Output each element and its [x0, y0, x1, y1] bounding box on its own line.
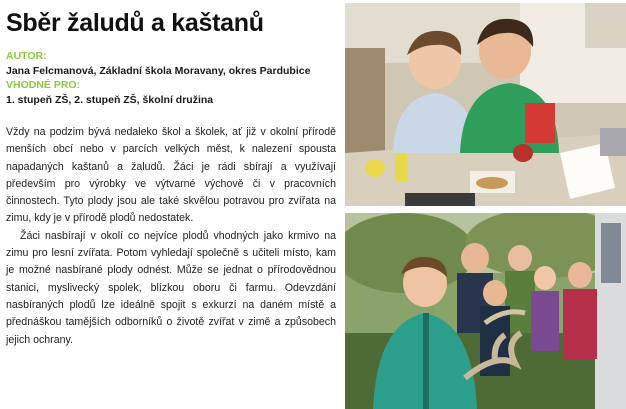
- paragraph-1: Vždy na podzim bývá nedaleko škol a školek, ať již v okolní přírodě menších obcí nebo v parcích velkých měst, k nalezení spousta napadaných kaštanů a žaludů. Žáci je rádi sbírají a využívají především pro výrobky ve výtvarné výchově či v pracovních činnostech. Tyto plody jsou ale také skvělou potravou pro zvířata na zimu, kdy je v přírodě plodů nedostatek.: [6, 126, 336, 225]
- audience-value: 1. stupeň ZŠ, 2. stupeň ZŠ, školní družina: [6, 94, 214, 106]
- audience-label: VHODNÉ PRO:: [6, 79, 81, 91]
- article-body: [6, 124, 336, 349]
- author-label: AUTOR:: [6, 50, 47, 62]
- paragraph-2: Žáci nasbírají v okolí co nejvíce plodů vhodných jako krmivo na zimu pro lesní zvířata. Potom vyhledají společně s učiteli místo, kam je možné nasbírané plody odnést. Může se jednat o přírodovědnou stanici, myslivecký spolek, blízkou oboru či farmu. Odevzdání nasbíraných plodů lze ideálně spojit s exkurzí na daném místě a přednáškou tamějších odborníků o životě zvířat v zimě a způsobech jejich ochrany.: [6, 229, 336, 346]
- author-name: Jana Felcmanová, Základní škola Moravany, okres Pardubice: [6, 65, 311, 77]
- article-title: Sběr žaludů a kaštanů: [6, 9, 264, 37]
- photo-children-crafting: [345, 3, 626, 206]
- article: [6, 8, 336, 349]
- photo-children-outdoors: [345, 213, 626, 409]
